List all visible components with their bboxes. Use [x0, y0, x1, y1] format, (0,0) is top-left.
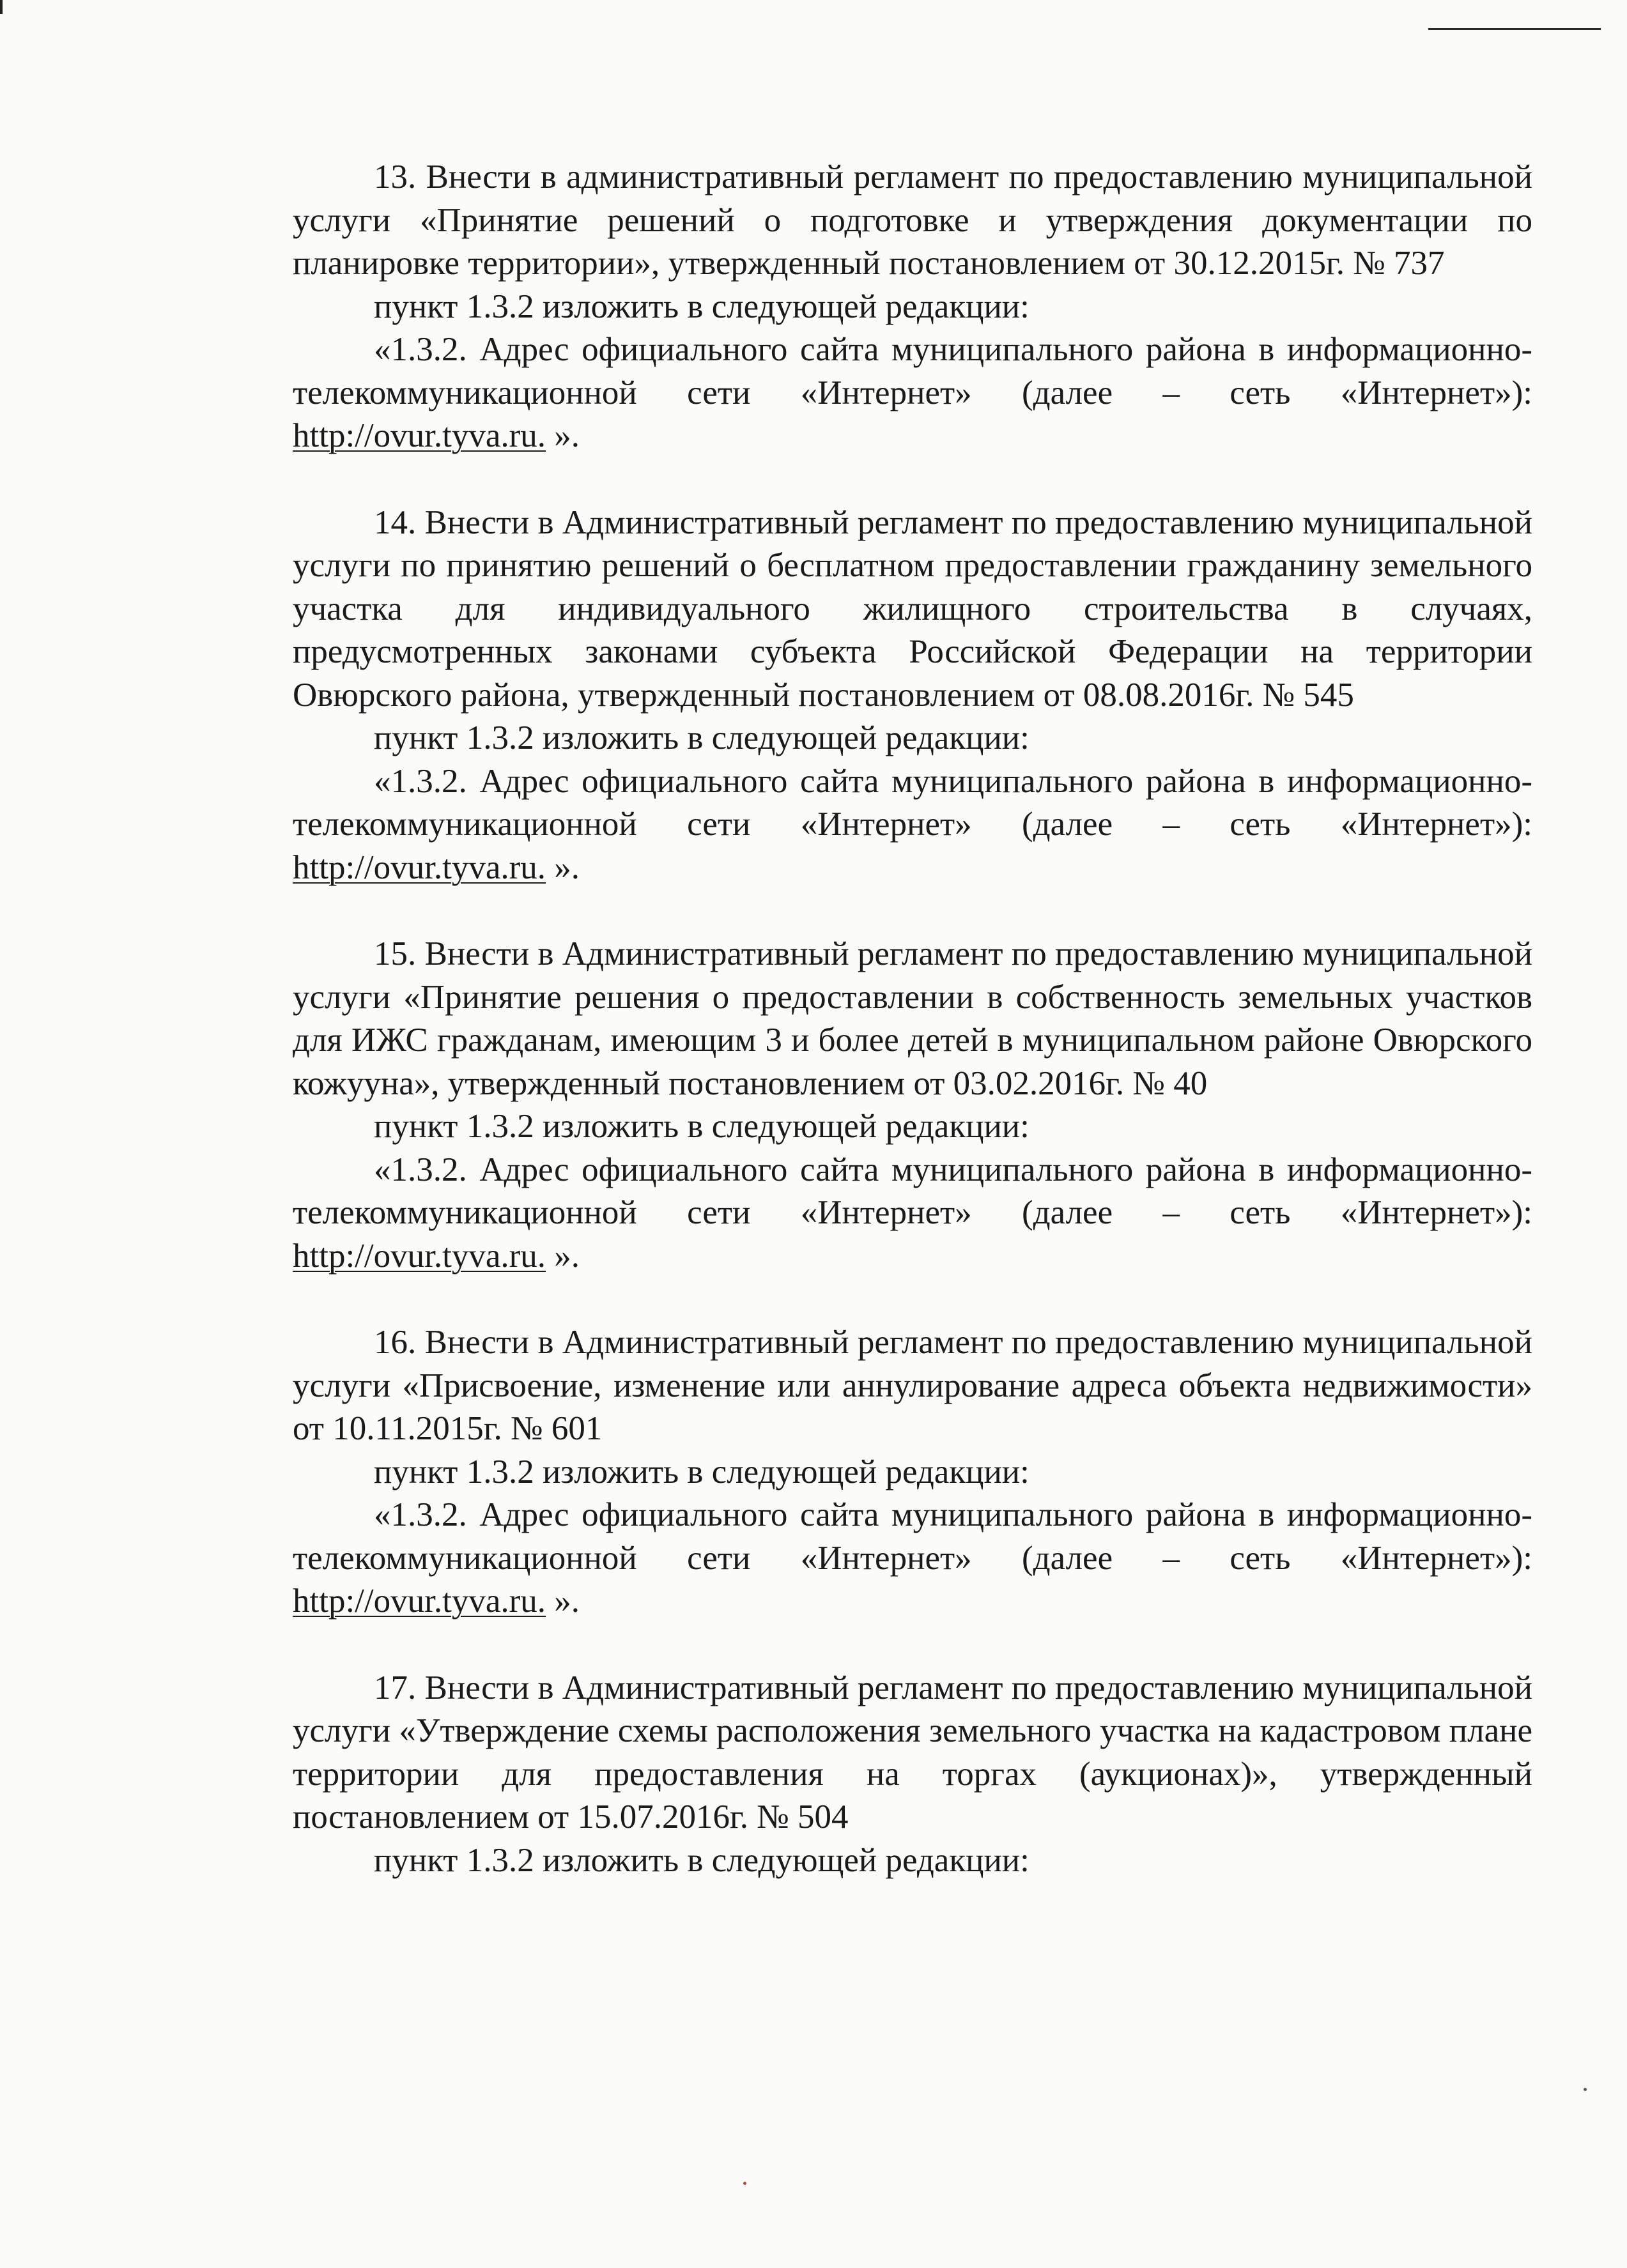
- section-17-instruction: пункт 1.3.2 изложить в следующей редакции:: [374, 1841, 1029, 1879]
- scan-speck: [1584, 2088, 1587, 2091]
- section-16-link[interactable]: http://ovur.tyva.ru.: [293, 1582, 546, 1620]
- section-13-quote-end: ».: [546, 417, 580, 454]
- section-gap: [293, 1278, 1532, 1321]
- section-13-quote-text: «1.3.2. Адрес официального сайта муниципального района в информационно-телекоммуникационной сети «Интернет» (далее – сеть «Интернет»):: [293, 331, 1532, 411]
- section-14-quote-text: «1.3.2. Адрес официального сайта муниципального района в информационно-телекоммуникационной сети «Интернет» (далее – сеть «Интернет»):: [293, 762, 1532, 843]
- scan-speck: [743, 2182, 746, 2185]
- section-14-quote: [293, 760, 1532, 890]
- section-17-body: 17. Внести в Административный регламент по предоставлению муниципальной услуги «Утверждение схемы расположения земельного участка на кадастровом плане территории для предоставления на торгах (аукционах)», утвержденный постановлением от 15.07.2016г. № 504: [293, 1669, 1532, 1835]
- section-14-link[interactable]: http://ovur.tyva.ru.: [293, 848, 546, 886]
- section-16-body: 16. Внести в Административный регламент по предоставлению муниципальной услуги «Присвоение, изменение или аннулирование адреса объекта недвижимости» от 10.11.2015г. № 601: [293, 1324, 1532, 1447]
- section-gap: [293, 889, 1532, 933]
- section-16-quote: [293, 1494, 1532, 1623]
- section-gap: [293, 1623, 1532, 1667]
- section-16-quote-end: ».: [546, 1582, 580, 1620]
- section-15-quote: [293, 1149, 1532, 1278]
- section-13-link[interactable]: http://ovur.tyva.ru.: [293, 417, 546, 454]
- section-13-body: 13. Внести в административный регламент по предоставлению муниципальной услуги «Принятие решений о подготовке и утверждения документации по планировке территории», утвержденный постановлением от 30.12.2015г. № 737: [293, 158, 1532, 282]
- section-15-quote-text: «1.3.2. Адрес официального сайта муниципального района в информационно-телекоммуникационной сети «Интернет» (далее – сеть «Интернет»):: [293, 1151, 1532, 1231]
- section-15-quote-end: ».: [546, 1237, 580, 1275]
- section-14-body: 14. Внести в Административный регламент по предоставлению муниципальной услуги по принятию решений о бесплатном предоставлении гражданину земельного участка для индивидуального жилищного строительства в случаях, предусмотренных законами субъекта Российской Федерации на территории Овюрского района, утвержденный постановлением от 08.08.2016г. № 545: [293, 503, 1532, 714]
- section-15-link[interactable]: http://ovur.tyva.ru.: [293, 1237, 546, 1275]
- scan-edge-mark: [0, 0, 3, 14]
- section-16-instruction: пункт 1.3.2 изложить в следующей редакции:: [374, 1453, 1029, 1490]
- section-15-instruction: пункт 1.3.2 изложить в следующей редакции:: [374, 1108, 1029, 1145]
- section-16-quote-text: «1.3.2. Адрес официального сайта муниципального района в информационно-телекоммуникационной сети «Интернет» (далее – сеть «Интернет»):: [293, 1496, 1532, 1577]
- section-13-instruction: пункт 1.3.2 изложить в следующей редакции:: [374, 287, 1029, 325]
- document-body: [293, 156, 1532, 1882]
- section-13-quote: [293, 328, 1532, 458]
- section-gap: [293, 458, 1532, 502]
- section-14-quote-end: ».: [546, 848, 580, 886]
- section-14-instruction: пункт 1.3.2 изложить в следующей редакции:: [374, 719, 1029, 756]
- section-15-body: 15. Внести в Административный регламент по предоставлению муниципальной услуги «Принятие решения о предоставлении в собственность земельных участков для ИЖС гражданам, имеющим 3 и более детей в муниципальном районе Овюрского кожууна», утвержденный постановлением от 03.02.2016г. № 40: [293, 935, 1532, 1102]
- top-rule-line: [1428, 28, 1601, 30]
